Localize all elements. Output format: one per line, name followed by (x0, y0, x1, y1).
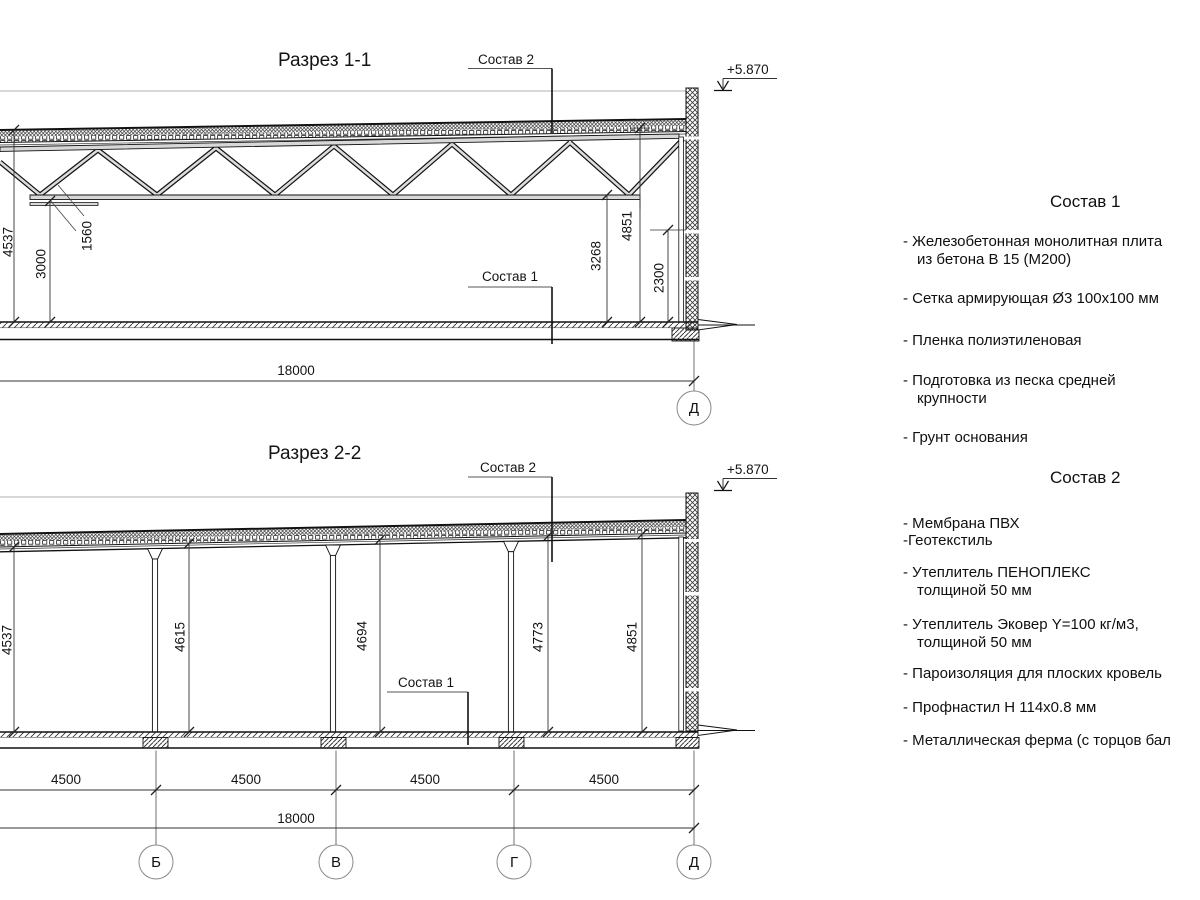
right-wall-1 (686, 88, 698, 330)
truss-end-plate (30, 203, 98, 206)
list-item: из бетона В 15 (М200) (917, 251, 1072, 268)
dim-4537-s2: 4537 (0, 624, 15, 656)
list-item: - Профнастил Н 114х0.8 мм (903, 699, 1097, 716)
dim-4851-s2: 4851 (624, 621, 640, 653)
dim-span-1: 4500 (50, 772, 82, 787)
grid-bubble-v: В (330, 854, 342, 871)
grid-bubble-d-s1 (677, 391, 711, 425)
svg-text:Состав 2: Состав 2 (480, 460, 536, 475)
elevation-value: +5.870 (727, 62, 769, 77)
dim-4851-s1: 4851 (619, 210, 635, 242)
right-wall-2 (686, 493, 698, 731)
svg-text:Состав 1: Состав 1 (398, 675, 454, 690)
column-shaft (330, 555, 335, 732)
footing (143, 738, 168, 749)
dim-4537-s1: 4537 (0, 226, 16, 258)
wall-footing-1 (672, 328, 699, 341)
svg-text:Состав 1: Состав 1 (482, 269, 538, 284)
dim-2300-s1: 2300 (651, 262, 667, 294)
list-item: - Утеплитель Эковер Y=100 кг/м3, (903, 616, 1139, 633)
footing (499, 738, 524, 749)
wall-pilaster-2 (679, 537, 684, 731)
dim-18000-s1: 18000 (277, 363, 315, 378)
column-shaft (508, 552, 513, 732)
truss-bottom-chord (30, 195, 640, 200)
list-item: - Грунт основания (903, 429, 1028, 446)
list-item: - Подготовка из песка средней (903, 372, 1116, 389)
dim-span-2: 4500 (230, 772, 262, 787)
section-2 (0, 443, 777, 879)
dim-4773-s2: 4773 (530, 621, 546, 653)
callout-sostav1-s1 (468, 269, 552, 344)
roof-deck-2 (0, 520, 686, 552)
elevation-mark-1 (714, 62, 777, 91)
section-2-title: Разрез 2-2 (268, 443, 362, 464)
truss (0, 134, 683, 231)
dim-lines-2 (0, 534, 694, 845)
section-1-title: Разрез 1-1 (278, 50, 372, 71)
floor-slab-1 (0, 320, 755, 342)
grid-bubble-d: Д (688, 854, 700, 871)
dim-18000-s2: 18000 (277, 811, 315, 826)
list-item: толщиной 50 мм (917, 634, 1032, 651)
column-capital (504, 541, 519, 551)
list-item: - Мембрана ПВХ (903, 515, 1020, 532)
svg-text:Состав 2: Состав 2 (478, 52, 534, 67)
list-item: - Пленка полиэтиленовая (903, 332, 1082, 349)
wall-pilaster-1 (679, 137, 684, 322)
column-capital (326, 545, 341, 555)
dim-ticks-2 (9, 529, 699, 833)
dim-4694-s2: 4694 (354, 620, 370, 652)
list-item: - Железобетонная монолитная плита (903, 233, 1163, 250)
dim-3000-s1: 3000 (33, 248, 49, 280)
list-item: -Геотекстиль (903, 532, 993, 549)
column-capital (148, 549, 163, 559)
grid-bubble-b: Б (151, 854, 161, 871)
elevation-mark-2 (714, 462, 777, 491)
footing (321, 738, 346, 749)
elevation-value: +5.870 (727, 462, 769, 477)
dim-4615-s2: 4615 (172, 621, 188, 653)
composition-1-title: Состав 1 (1050, 192, 1121, 211)
column-shaft (152, 559, 157, 732)
list-item: - Утеплитель ПЕНОПЛЕКС (903, 564, 1091, 581)
list-item: - Металлическая ферма (с торцов бал (903, 732, 1171, 749)
list-item: - Пароизоляция для плоских кровель (903, 665, 1162, 682)
section-1 (0, 50, 777, 425)
dim-1560-s1: 1560 (79, 220, 95, 252)
list-item: крупности (917, 390, 987, 407)
list-item: толщиной 50 мм (917, 582, 1032, 599)
columns (148, 541, 519, 732)
grid-bubbles-s2 (139, 845, 711, 879)
composition-2-title: Состав 2 (1050, 468, 1121, 487)
list-item: - Сетка армирующая Ø3 100х100 мм (903, 290, 1159, 307)
grid-bubble-g: Г (509, 854, 519, 871)
dim-span-3: 4500 (409, 772, 441, 787)
wall-footing-2 (676, 738, 699, 749)
dim-span-4: 4500 (588, 772, 620, 787)
svg-text:Д: Д (688, 400, 700, 417)
dim-3268-s1: 3268 (588, 240, 604, 272)
